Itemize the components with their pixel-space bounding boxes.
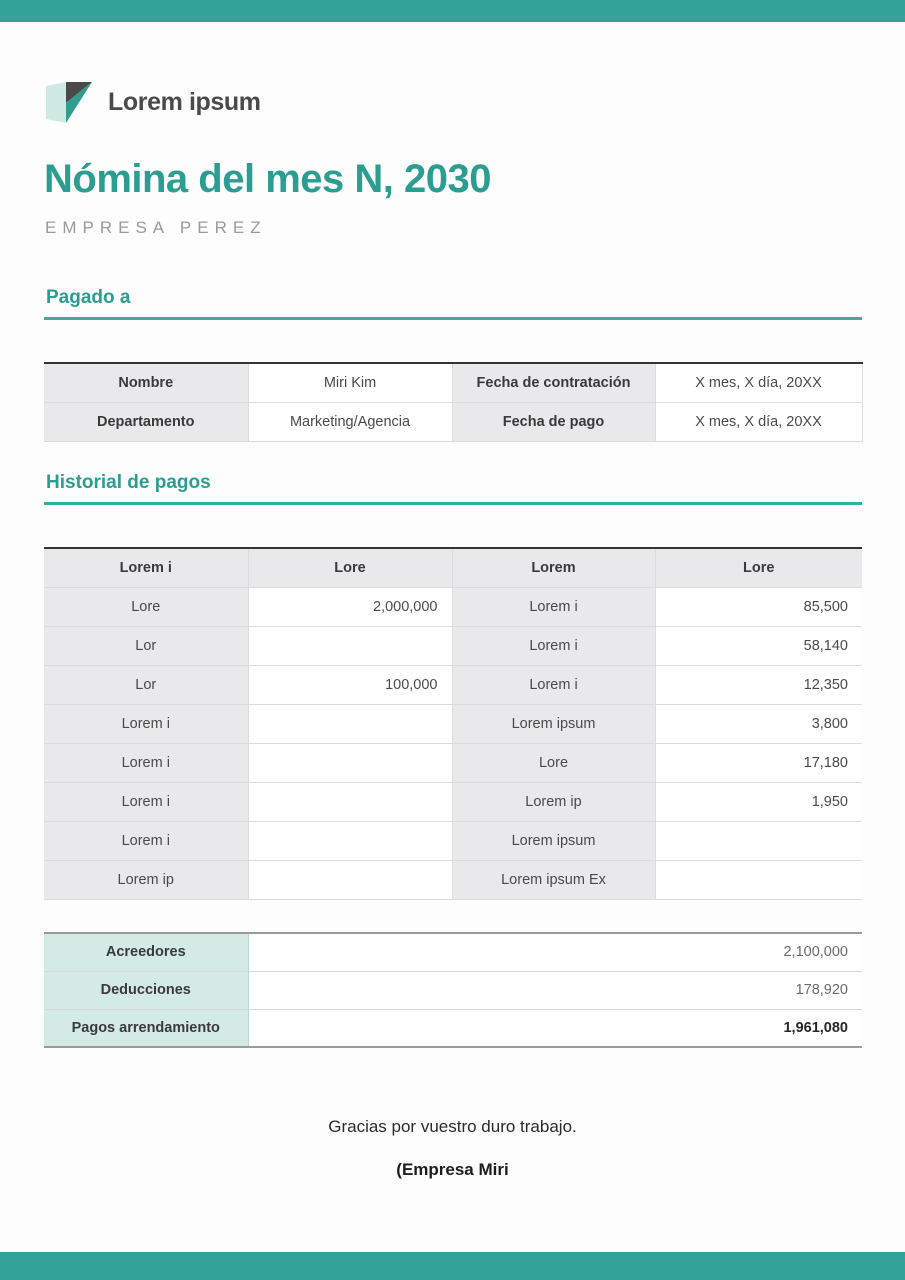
bottom-accent-bar xyxy=(0,1252,905,1280)
history-cell-label: Lorem ip xyxy=(452,782,655,821)
history-cell-label: Lorem i xyxy=(44,704,248,743)
table-row xyxy=(44,626,862,665)
summary-value-credits: 2,100,000 xyxy=(248,933,862,971)
history-cell-amount: 2,000,000 xyxy=(248,587,452,626)
history-title: Historial de pagos xyxy=(46,472,211,493)
table-row xyxy=(44,704,862,743)
table-row xyxy=(44,782,862,821)
top-accent-bar xyxy=(0,0,905,22)
table-row xyxy=(44,860,862,899)
history-cell-amount: 17,180 xyxy=(655,743,862,782)
info-value-name: Miri Kim xyxy=(248,363,452,402)
brand-logo xyxy=(44,80,261,125)
history-divider xyxy=(44,502,862,505)
history-cell-amount xyxy=(248,821,452,860)
document-page xyxy=(0,22,905,1252)
history-cell-label: Lorem ip xyxy=(44,860,248,899)
summary-label-net-pay: Pagos arrendamiento xyxy=(44,1009,248,1047)
table-row xyxy=(44,743,862,782)
history-cell-label: Lor xyxy=(44,626,248,665)
history-cell-label: Lorem i xyxy=(44,821,248,860)
table-row xyxy=(44,1009,862,1047)
info-value-hire-date: X mes, X día, 20XX xyxy=(655,363,862,402)
summary-value-deductions: 178,920 xyxy=(248,971,862,1009)
history-cell-amount xyxy=(655,860,862,899)
table-row xyxy=(44,665,862,704)
brand-name: Lorem ipsum xyxy=(108,88,261,116)
summary-table xyxy=(44,932,862,1048)
history-cell-amount: 1,950 xyxy=(655,782,862,821)
history-cell-amount xyxy=(248,626,452,665)
info-value-department: Marketing/Agencia xyxy=(248,402,452,441)
history-cell-amount xyxy=(248,860,452,899)
history-cell-label: Lorem ipsum xyxy=(452,821,655,860)
paid-to-table xyxy=(44,362,863,442)
history-cell-amount: 58,140 xyxy=(655,626,862,665)
history-col-1: Lorem i xyxy=(44,548,248,587)
table-row xyxy=(44,971,862,1009)
history-cell-label: Lorem i xyxy=(44,743,248,782)
company-subtitle: EMPRESA PEREZ xyxy=(45,218,267,237)
history-cell-label: Lorem ipsum xyxy=(452,704,655,743)
info-label-department: Departamento xyxy=(44,402,248,441)
history-cell-amount xyxy=(248,704,452,743)
history-cell-label: Lorem i xyxy=(452,626,655,665)
table-row xyxy=(44,587,862,626)
payment-history-table xyxy=(44,547,862,900)
history-cell-amount xyxy=(248,743,452,782)
info-label-hire-date: Fecha de contratación xyxy=(452,363,655,402)
table-row xyxy=(44,821,862,860)
history-cell-label: Lorem i xyxy=(452,587,655,626)
summary-label-deductions: Deducciones xyxy=(44,971,248,1009)
history-cell-amount: 12,350 xyxy=(655,665,862,704)
table-row xyxy=(44,933,862,971)
info-label-name: Nombre xyxy=(44,363,248,402)
table-row xyxy=(44,363,862,402)
table-header-row xyxy=(44,548,862,587)
info-label-pay-date: Fecha de pago xyxy=(452,402,655,441)
history-cell-label: Lore xyxy=(452,743,655,782)
summary-value-net-pay: 1,961,080 xyxy=(248,1009,862,1047)
history-cell-label: Lore xyxy=(44,587,248,626)
table-row xyxy=(44,402,862,441)
cube-logo-icon xyxy=(44,80,96,125)
summary-label-credits: Acreedores xyxy=(44,933,248,971)
footer-company-text: (Empresa Miri xyxy=(396,1160,509,1179)
history-cell-amount: 100,000 xyxy=(248,665,452,704)
paid-to-divider xyxy=(44,317,862,320)
history-cell-amount xyxy=(655,821,862,860)
info-value-pay-date: X mes, X día, 20XX xyxy=(655,402,862,441)
history-cell-label: Lorem i xyxy=(44,782,248,821)
paid-to-section-header xyxy=(44,287,862,320)
history-cell-label: Lorem ipsum Ex xyxy=(452,860,655,899)
history-col-3: Lorem xyxy=(452,548,655,587)
history-section-header xyxy=(44,472,862,505)
history-cell-amount xyxy=(248,782,452,821)
history-cell-amount: 3,800 xyxy=(655,704,862,743)
page-title: Nómina del mes N, 2030 xyxy=(44,157,491,201)
history-cell-label: Lorem i xyxy=(452,665,655,704)
history-cell-label: Lor xyxy=(44,665,248,704)
footer-thanks-text: Gracias por vuestro duro trabajo. xyxy=(328,1117,577,1136)
history-col-4: Lore xyxy=(655,548,862,587)
history-col-2: Lore xyxy=(248,548,452,587)
history-cell-amount: 85,500 xyxy=(655,587,862,626)
paid-to-title: Pagado a xyxy=(46,287,131,308)
